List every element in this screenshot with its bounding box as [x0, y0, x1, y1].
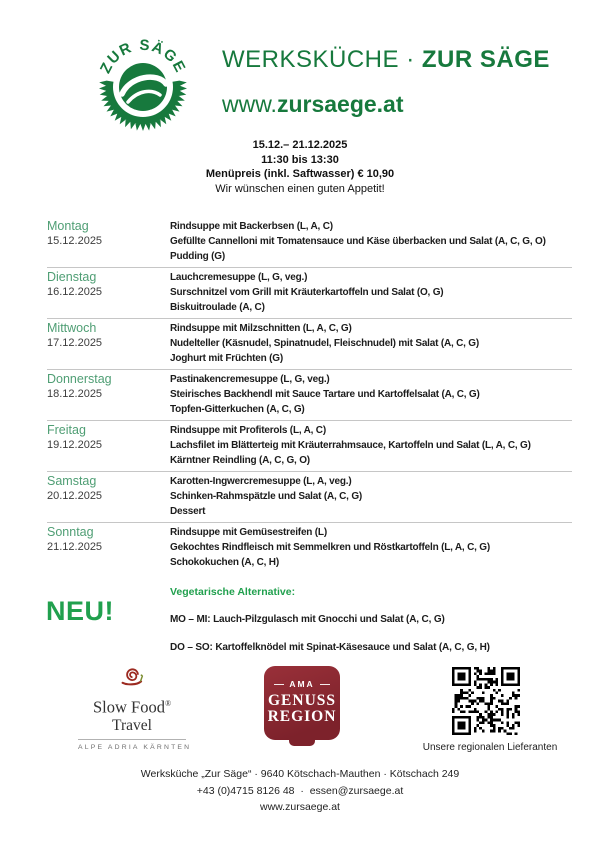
- day-items: [170, 525, 572, 570]
- week-info: [0, 138, 600, 196]
- menu-item: Rindsuppe mit Backerbsen (L, A, C): [170, 221, 333, 232]
- qr-caption: Unsere regionalen Lieferanten: [422, 742, 558, 753]
- brand-title-light: WERKSKÜCHE ·: [222, 46, 415, 73]
- day-date: 21.12.2025: [47, 541, 103, 553]
- logo-arc-text: ZUR SÄGE: [96, 36, 190, 77]
- menu-item: Dessert: [170, 506, 206, 517]
- ama-dash-left: [274, 684, 284, 685]
- day-row-donnerstag: [47, 370, 572, 421]
- menu-price: Menüpreis (inkl. Saftwasser) € 10,90: [205, 168, 395, 180]
- weekly-menu: [47, 217, 572, 574]
- vegetarian-heading: Vegetarische Alternative:: [170, 586, 296, 598]
- footer-separator: ·: [294, 784, 310, 797]
- menu-item: Topfen-Gitterkuchen (A, C, G): [170, 404, 305, 415]
- menu-item: Gekochtes Rindfleisch mit Semmelkren und Röstkartoffeln (L, A, C, G): [170, 542, 490, 553]
- menu-item: Pudding (G): [170, 251, 226, 262]
- day-date: 15.12.2025: [47, 235, 103, 247]
- date-range: 15.12.– 21.12.2025: [252, 139, 348, 151]
- ama-top-row: [264, 679, 340, 689]
- menu-item: Kärntner Reindling (A, C, G, O): [170, 455, 310, 466]
- day-row-mittwoch: [47, 319, 572, 370]
- day-date: 18.12.2025: [47, 388, 103, 400]
- brand-title-bold: ZUR SÄGE: [421, 46, 550, 73]
- brand-url-prefix: www.: [222, 91, 277, 117]
- vegetarian-line-do-so: DO – SO: Kartoffelknödel mit Spinat-Käsesauce und Salat (A, C, G, H): [170, 642, 490, 653]
- menu-item: Schokokuchen (A, C, H): [170, 557, 279, 568]
- slowfood-name: Slow Food®: [92, 697, 172, 717]
- day-row-montag: [47, 217, 572, 268]
- footer-phone-email: [0, 783, 600, 800]
- registered-mark: ®: [164, 699, 172, 708]
- footer-address: Werksküche „Zur Säge“ · 9640 Kötschach-Mauthen · Kötschach 249: [140, 768, 460, 780]
- menu-item: Rindsuppe mit Profiterols (L, A, C): [170, 425, 326, 436]
- day-name: Donnerstag: [47, 372, 112, 386]
- ama-word-genuss: GENUSS: [267, 692, 337, 709]
- menu-item: Rindsuppe mit Milzschnitten (L, A, C, G): [170, 323, 352, 334]
- day-name: Montag: [47, 219, 89, 233]
- day-name: Sonntag: [47, 525, 94, 539]
- footer-contact: [0, 766, 600, 816]
- ama-label: AMA: [289, 679, 315, 689]
- brand-url[interactable]: [222, 91, 550, 118]
- footer-email[interactable]: essen@zursaege.at: [309, 784, 404, 797]
- slowfood-travel-logo: [70, 664, 194, 751]
- menu-item: Joghurt mit Früchten (G): [170, 353, 283, 364]
- menu-item: Gefüllte Cannelloni mit Tomatensauce und Käse überbacken und Salat (A, C, G, O): [170, 236, 546, 247]
- menu-item: Karotten-Ingwercremesuppe (L, A, veg.): [170, 476, 352, 487]
- neu-badge: NEU!: [46, 596, 114, 626]
- slowfood-sub: Travel: [112, 716, 152, 734]
- serving-hours: 11:30 bis 13:30: [261, 153, 339, 166]
- day-date: 20.12.2025: [47, 490, 103, 502]
- day-date: 19.12.2025: [47, 439, 103, 451]
- day-date: 16.12.2025: [47, 286, 103, 298]
- day-items: [170, 270, 572, 315]
- ama-dash-right: [320, 684, 330, 685]
- day-name: Dienstag: [47, 270, 97, 284]
- menu-item: Pastinakencremesuppe (L, G, veg.): [170, 374, 330, 385]
- brand-url-domain: zursaege.at: [276, 91, 404, 117]
- day-items: [170, 474, 572, 519]
- qr-code: [452, 667, 520, 735]
- ama-badge-tab: [289, 738, 315, 746]
- day-row-dienstag: [47, 268, 572, 319]
- menu-item: Biskuitroulade (A, C): [170, 302, 265, 313]
- day-items: [170, 321, 572, 366]
- menu-item: Lauchcremesuppe (L, G, veg.): [170, 272, 308, 283]
- page-title: [222, 46, 550, 74]
- day-items: [170, 219, 572, 264]
- menu-item: Surschnitzel vom Grill mit Kräuterkartoffeln und Salat (O, G): [170, 287, 444, 298]
- ama-genuss-region-badge: [264, 666, 340, 740]
- menu-item: Rindsuppe mit Gemüsestreifen (L): [170, 527, 327, 538]
- day-name: Freitag: [47, 423, 86, 437]
- greeting-text: Wir wünschen einen guten Appetit!: [215, 182, 385, 195]
- vegetarian-line-mo-mi: MO – MI: Lauch-Pilzgulasch mit Gnocchi und Salat (A, C, G): [170, 614, 445, 625]
- day-name: Mittwoch: [47, 321, 97, 335]
- ama-word-region: REGION: [267, 708, 337, 725]
- menu-item: Schinken-Rahmspätzle und Salat (A, C, G): [170, 491, 363, 502]
- day-row-freitag: [47, 421, 572, 472]
- day-items: [170, 372, 572, 417]
- menu-item: Steirisches Backhendl mit Sauce Tartare und Kartoffelsalat (A, C, G): [170, 389, 480, 400]
- footer-website[interactable]: www.zursaege.at: [260, 801, 340, 813]
- day-row-samstag: [47, 472, 572, 523]
- menu-item: Lachsfilet im Blätterteig mit Kräuterrahmsauce, Kartoffeln und Salat (L, A, C, G): [170, 440, 531, 451]
- menu-item: Nudelteller (Käsnudel, Spinatnudel, Fleischnudel) mit Salat (A, C, G): [170, 338, 480, 349]
- day-date: 17.12.2025: [47, 337, 103, 349]
- day-row-sonntag: [47, 523, 572, 574]
- day-items: [170, 423, 572, 468]
- zur-saege-logo-icon: [88, 34, 198, 139]
- footer-phone: +43 (0)4715 8126 48: [196, 784, 295, 797]
- slowfood-region-caps: ALPE ADRIA KÄRNTEN: [78, 739, 186, 751]
- vegetarian-section: [170, 585, 490, 655]
- brand-block: [222, 46, 550, 118]
- snail-icon: [119, 664, 146, 689]
- day-name: Samstag: [47, 474, 97, 488]
